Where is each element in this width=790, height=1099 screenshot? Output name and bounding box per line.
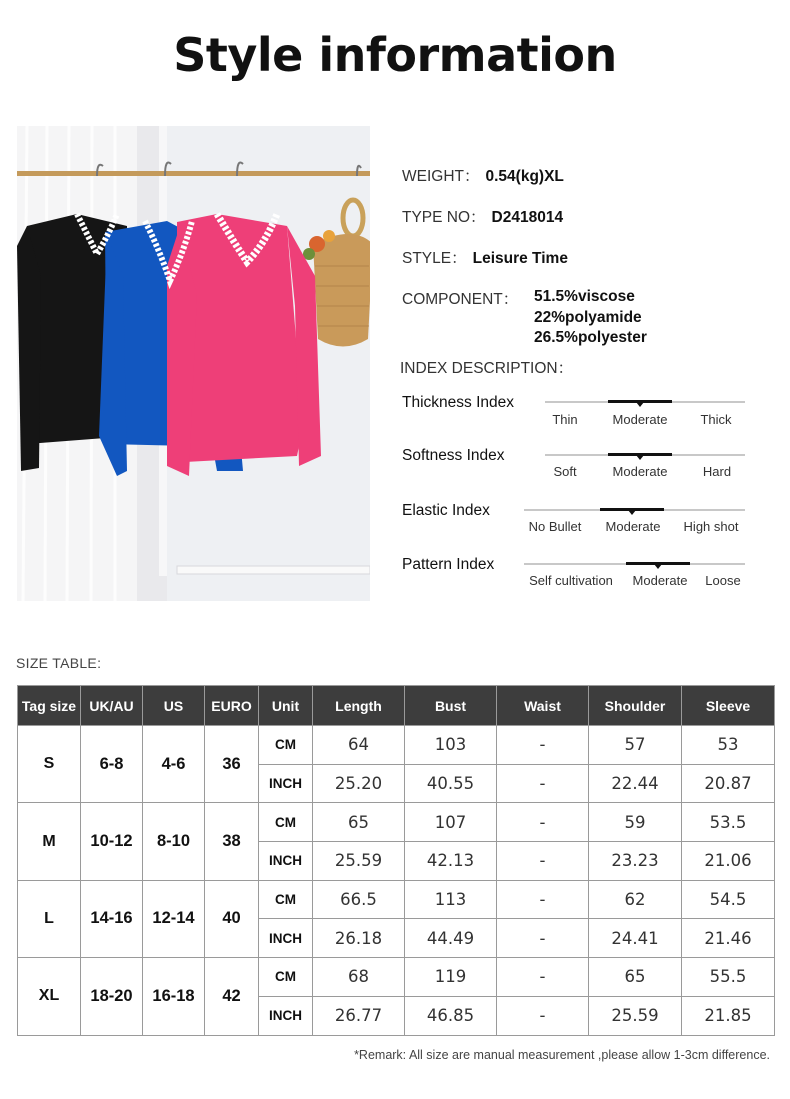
bust-cell: 103 [405, 726, 497, 765]
component-label: COMPONENT： [402, 291, 519, 308]
tag-size-cell: M [18, 803, 81, 880]
weight-value: 0.54(kg)XL [485, 168, 564, 185]
unit-cell: INCH [259, 996, 313, 1035]
shoulder-cell: 59 [589, 803, 682, 842]
sleeve-cell: 20.87 [682, 764, 775, 803]
length-cell: 25.20 [313, 764, 405, 803]
index-option: High shot [683, 519, 739, 534]
component-spec [402, 287, 518, 309]
sleeve-cell: 21.06 [682, 842, 775, 881]
column-header: Bust [405, 686, 497, 726]
shoulder-cell: 65 [589, 958, 682, 997]
sleeve-cell: 54.5 [682, 880, 775, 919]
column-header: Sleeve [682, 686, 775, 726]
us-cell: 16-18 [143, 958, 205, 1035]
shoulder-cell: 62 [589, 880, 682, 919]
us-cell: 8-10 [143, 803, 205, 880]
weight-spec [402, 164, 564, 186]
page-title: Style information [173, 28, 617, 82]
uk-au-cell: 6-8 [81, 726, 143, 803]
sleeve-cell: 53 [682, 726, 775, 765]
shoulder-cell: 57 [589, 726, 682, 765]
length-cell: 25.59 [313, 842, 405, 881]
index-option: Hard [702, 464, 732, 479]
shoulder-cell: 22.44 [589, 764, 682, 803]
weight-label: WEIGHT： [402, 168, 480, 185]
length-cell: 26.18 [313, 919, 405, 958]
column-header: Shoulder [589, 686, 682, 726]
index-name: Elastic Index [402, 502, 490, 519]
index-option-selected: Moderate [612, 464, 668, 479]
index-option: Thin [552, 412, 578, 427]
column-header: Waist [497, 686, 589, 726]
style-label: STYLE： [402, 250, 467, 267]
shoulder-cell: 24.41 [589, 919, 682, 958]
column-header: EURO [205, 686, 259, 726]
product-photo [17, 126, 370, 601]
uk-au-cell: 18-20 [81, 958, 143, 1035]
unit-cell: INCH [259, 842, 313, 881]
bust-cell: 119 [405, 958, 497, 997]
unit-cell: INCH [259, 764, 313, 803]
uk-au-cell: 10-12 [81, 803, 143, 880]
index-name: Thickness Index [402, 394, 514, 411]
column-header: Length [313, 686, 405, 726]
index-name: Pattern Index [402, 556, 495, 573]
column-header: Tag size [18, 686, 81, 726]
index-option-selected: Moderate [632, 573, 688, 588]
waist-cell: - [497, 803, 589, 842]
index-option: Soft [553, 464, 577, 479]
unit-cell: CM [259, 880, 313, 919]
length-cell: 65 [313, 803, 405, 842]
table-row [18, 880, 775, 919]
uk-au-cell: 14-16 [81, 880, 143, 957]
waist-cell: - [497, 842, 589, 881]
waist-cell: - [497, 958, 589, 997]
column-header: Unit [259, 686, 313, 726]
component-values [534, 287, 647, 349]
tag-size-cell: L [18, 880, 81, 957]
sleeve-cell: 55.5 [682, 958, 775, 997]
length-cell: 66.5 [313, 880, 405, 919]
length-cell: 64 [313, 726, 405, 765]
length-cell: 26.77 [313, 996, 405, 1035]
waist-cell: - [497, 764, 589, 803]
index-option: Loose [705, 573, 741, 588]
shoulder-cell: 25.59 [589, 996, 682, 1035]
index-selected-marker [600, 508, 664, 511]
bust-cell: 107 [405, 803, 497, 842]
type-no-value: D2418014 [491, 209, 564, 226]
euro-cell: 36 [205, 726, 259, 803]
euro-cell: 38 [205, 803, 259, 880]
unit-cell: CM [259, 726, 313, 765]
index-option: Thick [700, 412, 732, 427]
unit-cell: CM [259, 958, 313, 997]
waist-cell: - [497, 726, 589, 765]
size-table-heading: SIZE TABLE: [16, 655, 102, 671]
size-table [17, 685, 775, 1036]
index-selected-marker [626, 562, 690, 565]
euro-cell: 40 [205, 880, 259, 957]
waist-cell: - [497, 919, 589, 958]
index-option: Self cultivation [529, 573, 613, 588]
component-line: 26.5%polyester [534, 329, 647, 346]
style-value: Leisure Time [472, 250, 568, 267]
unit-cell: INCH [259, 919, 313, 958]
bust-cell: 42.13 [405, 842, 497, 881]
sleeve-cell: 53.5 [682, 803, 775, 842]
index-description-heading: INDEX DESCRIPTION： [400, 360, 574, 377]
index-option-selected: Moderate [605, 519, 661, 534]
euro-cell: 42 [205, 958, 259, 1035]
remark-note: *Remark: All size are manual measurement ,please allow 1-3cm difference. [354, 1048, 770, 1062]
index-selected-marker [608, 453, 672, 456]
component-line: 51.5%viscose [534, 288, 635, 305]
waist-cell: - [497, 996, 589, 1035]
shoulder-cell: 23.23 [589, 842, 682, 881]
style-spec [402, 246, 568, 268]
table-row [18, 958, 775, 997]
index-option-selected: Moderate [612, 412, 668, 427]
sleeve-cell: 21.85 [682, 996, 775, 1035]
component-line: 22%polyamide [534, 308, 642, 326]
table-row [18, 803, 775, 842]
tag-size-cell: XL [18, 958, 81, 1035]
bust-cell: 46.85 [405, 996, 497, 1035]
index-name: Softness Index [402, 447, 505, 464]
us-cell: 4-6 [143, 726, 205, 803]
bust-cell: 40.55 [405, 764, 497, 803]
table-header-row [18, 686, 775, 726]
unit-cell: CM [259, 803, 313, 842]
table-row [18, 726, 775, 765]
length-cell: 68 [313, 958, 405, 997]
bust-cell: 44.49 [405, 919, 497, 958]
sleeve-cell: 21.46 [682, 919, 775, 958]
column-header: US [143, 686, 205, 726]
bust-cell: 113 [405, 880, 497, 919]
tag-size-cell: S [18, 726, 81, 803]
waist-cell: - [497, 880, 589, 919]
index-option: No Bullet [528, 519, 582, 534]
index-selected-marker [608, 400, 672, 403]
type-no-spec [402, 205, 563, 227]
column-header: UK/AU [81, 686, 143, 726]
type-no-label: TYPE NO： [402, 209, 486, 226]
us-cell: 12-14 [143, 880, 205, 957]
